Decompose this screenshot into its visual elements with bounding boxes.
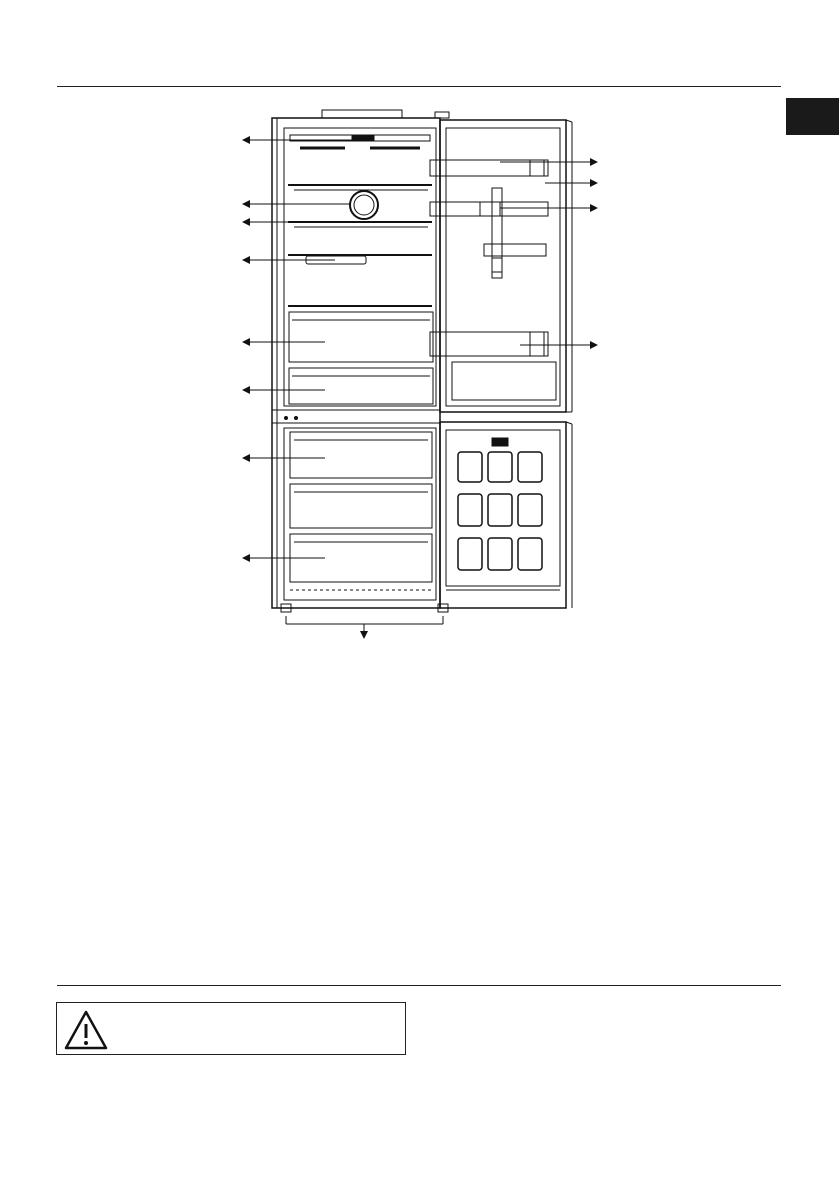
warning-triangle-icon: [63, 1009, 109, 1051]
freezer-door: [440, 422, 566, 608]
top-hinge: [322, 110, 402, 118]
freezer-compartment: [284, 428, 436, 600]
warning-box: [56, 1002, 406, 1055]
fridge-compartment: [284, 128, 436, 406]
door-rack-2: [430, 202, 548, 216]
chiller-drawer: [289, 368, 433, 404]
door-pocket: [458, 452, 482, 482]
bottom-divider: [57, 985, 781, 986]
freezer-drawer-1: [290, 432, 432, 478]
freezer-drawer-2: [290, 484, 432, 528]
fridge-door: [440, 120, 566, 412]
